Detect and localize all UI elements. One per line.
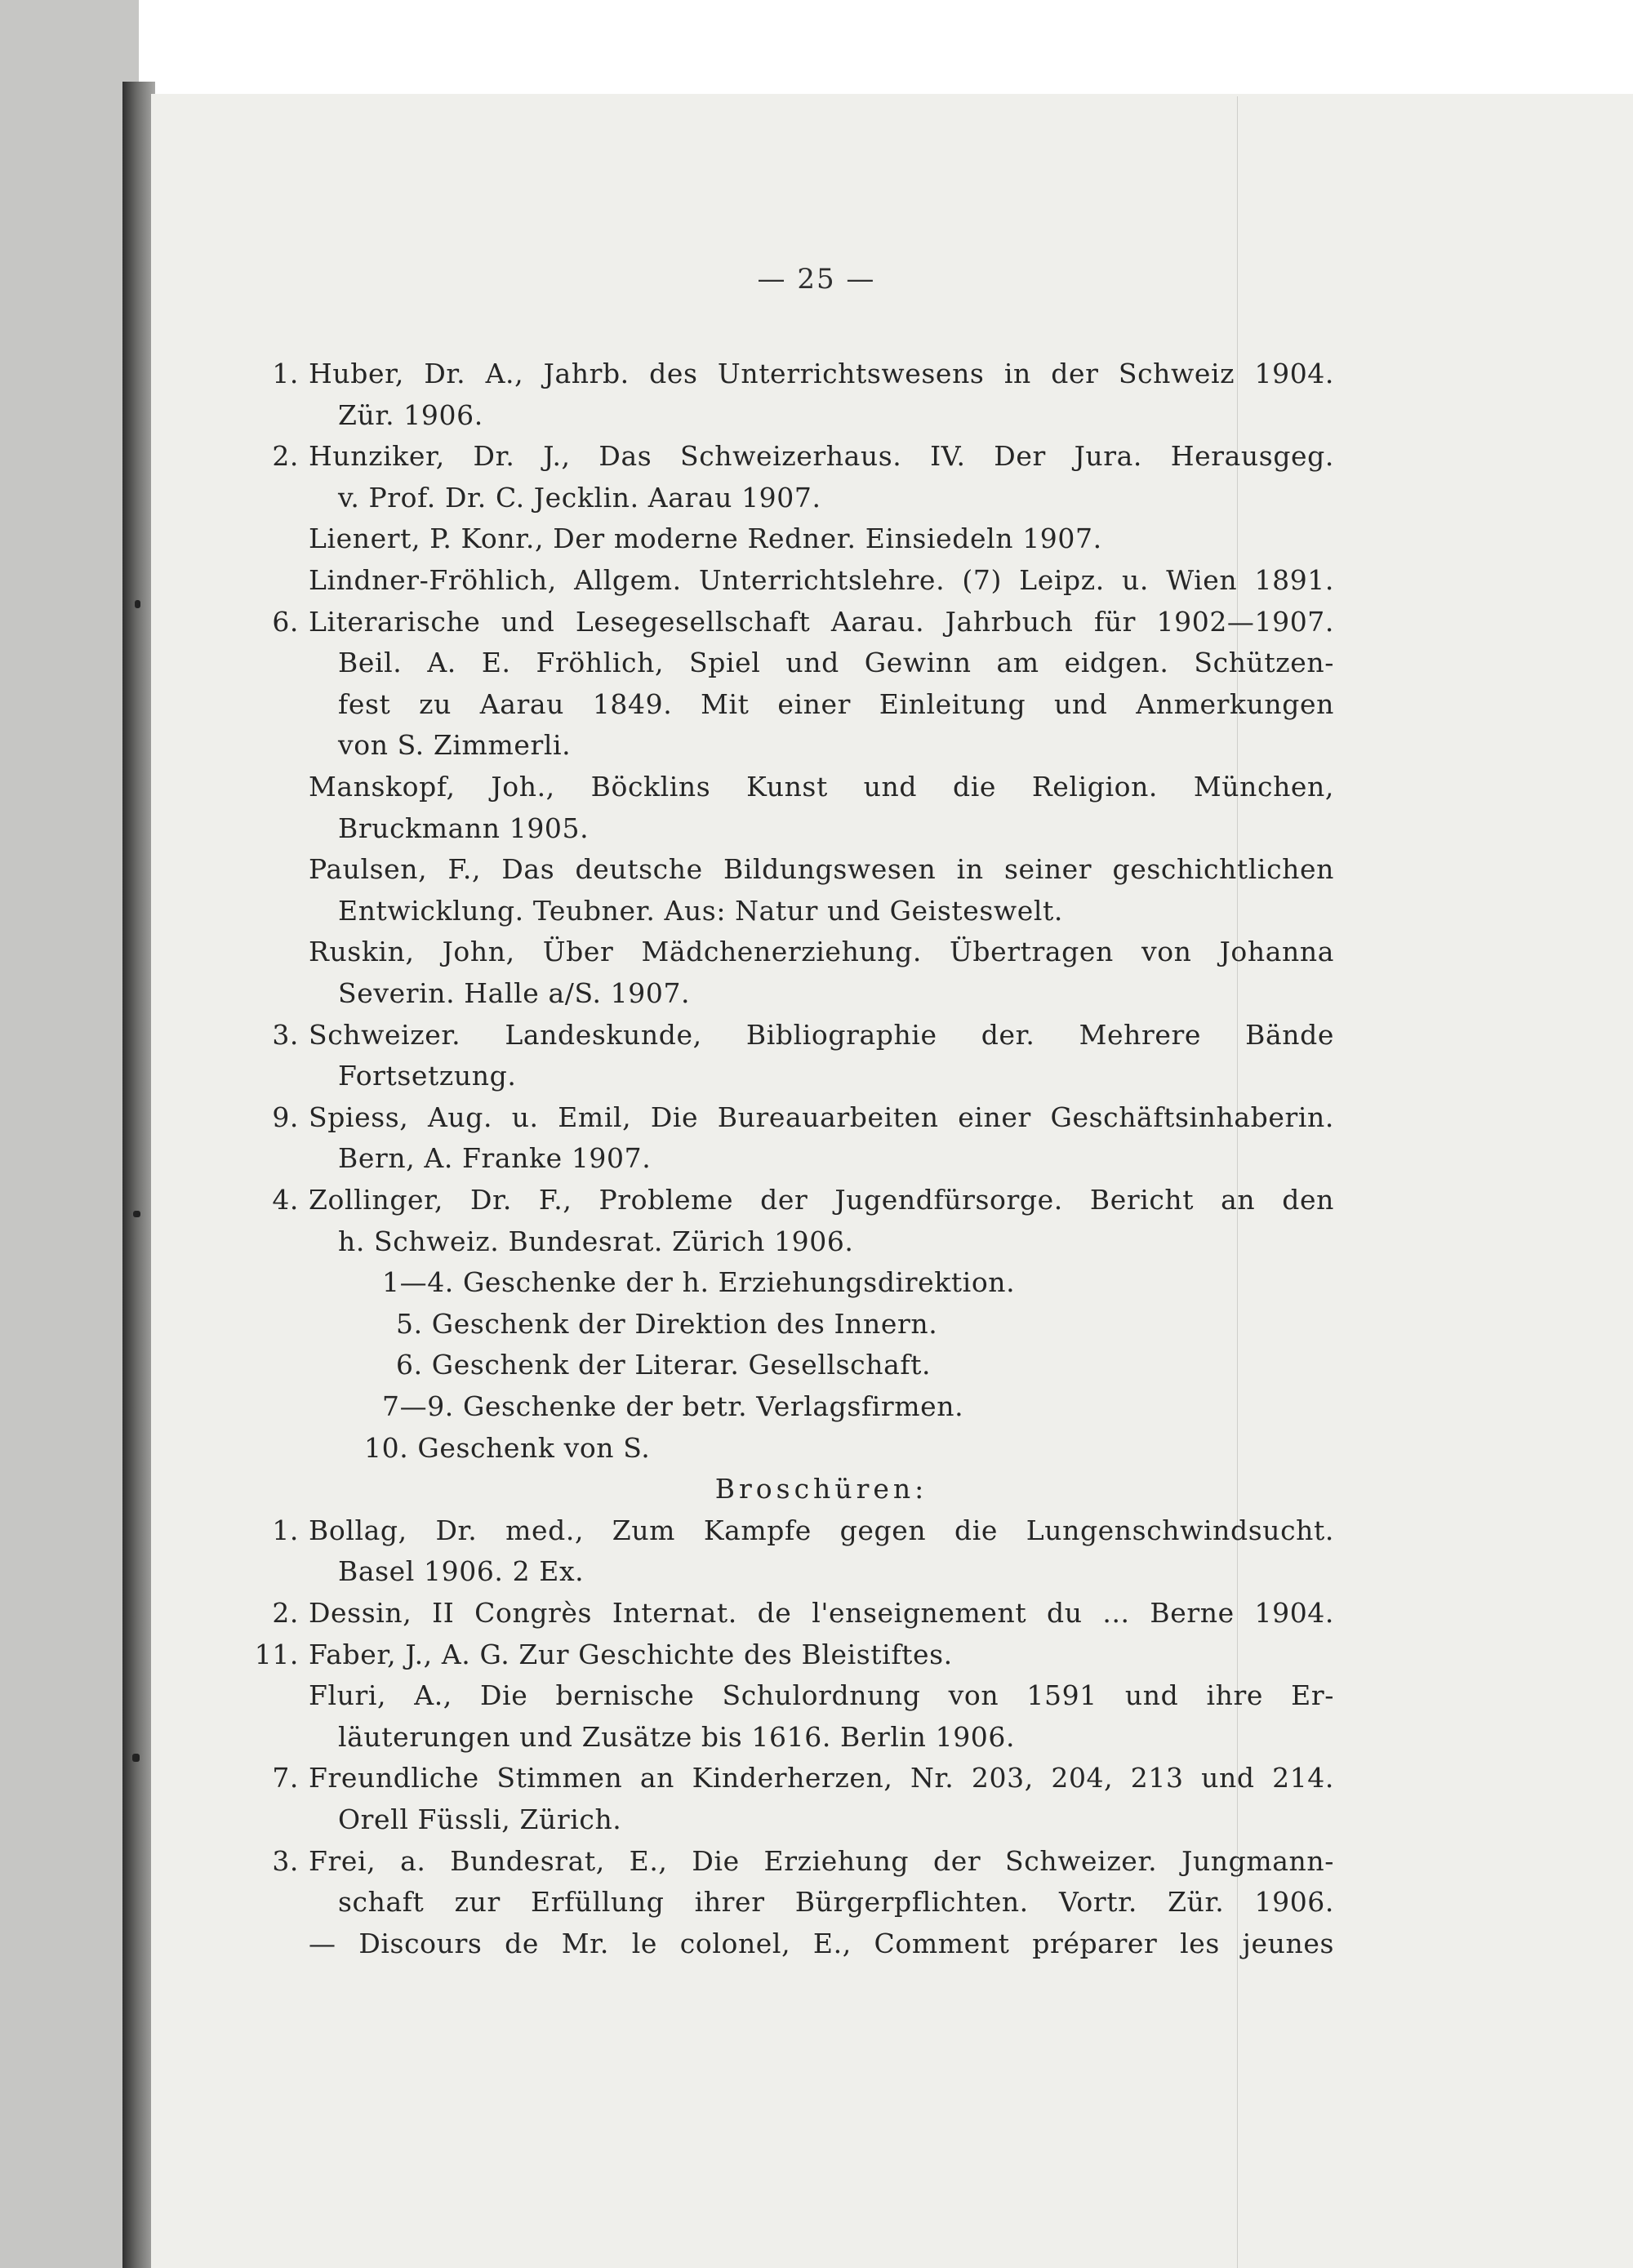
item-number: 6. <box>272 605 299 638</box>
item-text: Lienert, P. Konr., Der moderne Redner. Einsiedeln 1907. <box>309 523 1102 555</box>
list-item <box>309 977 1334 1009</box>
item-number: 11. <box>254 1638 299 1670</box>
section-heading <box>309 1473 1334 1505</box>
item-text: Bollag, Dr. med., Zum Kampfe gegen die Lungenschwindsucht. <box>309 1514 1334 1546</box>
list-item <box>309 812 1334 844</box>
list-item <box>309 1721 1334 1753</box>
item-text: Entwicklung. Teubner. Aus: Natur und Geisteswelt. <box>338 894 1063 927</box>
item-text: v. Prof. Dr. C. Jecklin. Aarau 1907. <box>338 481 821 514</box>
item-number: 3. <box>272 1844 299 1877</box>
list-item <box>309 523 1334 554</box>
item-text: 1—4. Geschenke der h. Erziehungsdirektion. <box>382 1266 1016 1299</box>
item-text: schaft zur Erfüllung ihrer Bürgerpflichten. Vortr. Zür. 1906. <box>338 1886 1334 1919</box>
list-item <box>272 1597 1334 1629</box>
list-item <box>309 1266 1334 1298</box>
item-text: h. Schweiz. Bundesrat. Zürich 1906. <box>338 1225 854 1257</box>
item-number: 9. <box>272 1101 299 1133</box>
list-item <box>272 440 1334 473</box>
list-item <box>309 647 1334 678</box>
binding-mark <box>132 1754 140 1762</box>
item-text: Literarische und Lesegesellschaft Aarau. Jahrbuch für 1902—1907. <box>309 605 1334 638</box>
item-number: 3. <box>272 1018 299 1051</box>
book-gutter <box>122 82 155 2268</box>
item-number: 2. <box>272 1597 299 1629</box>
list-item <box>309 1225 1334 1257</box>
page-number: — 25 — <box>757 263 876 296</box>
binding-mark <box>135 600 140 608</box>
list-item <box>309 936 1334 967</box>
item-number: 7. <box>272 1762 299 1794</box>
item-text: 7—9. Geschenke der betr. Verlagsfirmen. <box>382 1390 964 1422</box>
list-item <box>309 771 1334 803</box>
list-item <box>254 1638 1334 1670</box>
list-item <box>309 1432 1334 1464</box>
item-number: 1. <box>272 358 299 389</box>
item-number: 1. <box>272 1514 299 1546</box>
item-text: 5. Geschenk der Direktion des Innern. <box>396 1307 938 1340</box>
list-item <box>309 1803 1334 1835</box>
item-text: Hunziker, Dr. J., Das Schweizerhaus. IV. Der Jura. Herausgeg. <box>309 440 1334 473</box>
list-item <box>272 1184 1334 1216</box>
item-text: Bruckmann 1905. <box>338 812 590 844</box>
list-item <box>309 688 1334 720</box>
item-text: Basel 1906. 2 Ex. <box>338 1555 585 1588</box>
item-text: Huber, Dr. A., Jahrb. des Unterrichtswesens in der Schweiz 1904. <box>309 358 1334 389</box>
item-text: Frei, a. Bundesrat, E., Die Erziehung der Schweizer. Jungmann- <box>309 1844 1334 1877</box>
item-text: Ruskin, John, Über Mädchenerziehung. Übertragen von Johanna <box>309 936 1334 968</box>
list-item <box>272 605 1334 638</box>
list-item <box>309 1555 1334 1587</box>
item-text: Bern, A. Franke 1907. <box>338 1142 652 1175</box>
item-text: Beil. A. E. Fröhlich, Spiel und Gewinn am eidgen. Schützen- <box>338 647 1334 679</box>
item-text: Freundliche Stimmen an Kinderherzen, Nr. 203, 204, 213 und 214. <box>309 1762 1334 1794</box>
list-item <box>309 1390 1334 1422</box>
list-item <box>309 895 1334 927</box>
bibliography-list <box>254 0 1334 2268</box>
list-item <box>272 1018 1334 1051</box>
list-item <box>272 1101 1334 1133</box>
item-text: Dessin, II Congrès Internat. de l'enseignement du ... Berne 1904. <box>309 1597 1334 1629</box>
item-number: 4. <box>272 1184 299 1216</box>
list-item <box>309 1679 1334 1711</box>
list-item <box>272 1844 1334 1877</box>
list-item <box>309 482 1334 514</box>
item-text: — Discours de Mr. le colonel, E., Comment préparer les jeunes <box>309 1927 1334 1959</box>
item-text: Paulsen, F., Das deutsche Bildungswesen in seiner geschichtlichen <box>309 853 1334 886</box>
item-text: Spiess, Aug. u. Emil, Die Bureauarbeiten einer Geschäftsinhaberin. <box>309 1101 1334 1133</box>
heading-text: Broschüren: <box>714 1473 928 1505</box>
list-item <box>272 358 1334 389</box>
item-text: 10. Geschenk von S. <box>364 1431 651 1464</box>
item-text: Manskopf, Joh., Böcklins Kunst und die Religion. München, <box>309 771 1334 803</box>
binding-mark <box>133 1211 140 1217</box>
list-item <box>309 1142 1334 1174</box>
item-text: von S. Zimmerli. <box>338 729 572 762</box>
adjacent-page-edge <box>0 0 139 2268</box>
item-text: Severin. Halle a/S. 1907. <box>338 977 691 1009</box>
item-text: Zür. 1906. <box>338 398 483 431</box>
list-item <box>272 1762 1334 1794</box>
item-text: Fortsetzung. <box>338 1060 517 1092</box>
item-text: läuterungen und Zusätze bis 1616. Berlin 1906. <box>338 1720 1016 1753</box>
list-item <box>309 853 1334 885</box>
item-text: Lindner-Fröhlich, Allgem. Unterrichtslehre. (7) Leipz. u. Wien 1891. <box>309 564 1334 596</box>
list-item <box>309 564 1334 596</box>
list-item <box>309 1308 1334 1340</box>
item-number: 2. <box>272 440 299 473</box>
item-text: Orell Füssli, Zürich. <box>338 1803 622 1835</box>
list-item <box>309 729 1334 761</box>
item-text: Zollinger, Dr. F., Probleme der Jugendfürsorge. Bericht an den <box>309 1184 1334 1216</box>
list-item <box>309 1349 1334 1381</box>
item-text: 6. Geschenk der Literar. Gesellschaft. <box>396 1349 932 1381</box>
item-text: Schweizer. Landeskunde, Bibliographie der. Mehrere Bände <box>309 1018 1334 1051</box>
list-item <box>309 399 1334 431</box>
item-text: Fluri, A., Die bernische Schulordnung von 1591 und ihre Er- <box>309 1679 1334 1712</box>
list-item <box>272 1514 1334 1546</box>
list-item <box>309 1928 1334 1959</box>
item-text: fest zu Aarau 1849. Mit einer Einleitung und Anmerkungen <box>338 687 1334 720</box>
list-item <box>309 1886 1334 1918</box>
list-item <box>309 1060 1334 1092</box>
item-text: Faber, J., A. G. Zur Geschichte des Bleistiftes. <box>309 1638 953 1670</box>
